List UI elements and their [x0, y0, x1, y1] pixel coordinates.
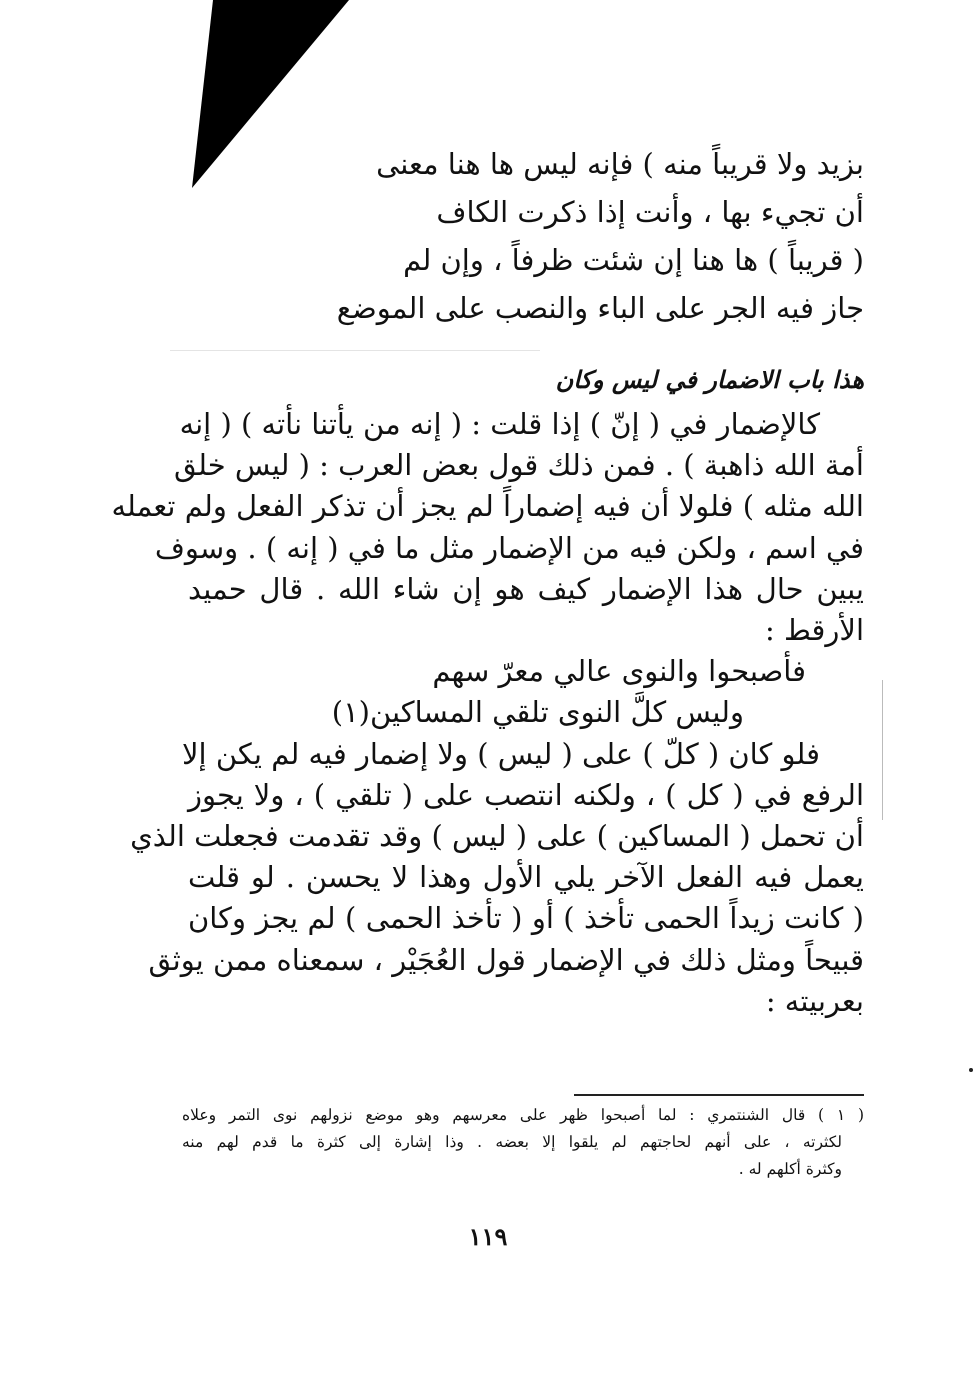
text-line: أمة الله ذاهبة ) . فمن ذلك قول بعض العرب : ( ليس خلق: [173, 448, 864, 483]
text-line: بعربيته :: [765, 983, 864, 1018]
footnote-block: [182, 1102, 864, 1183]
text-line: ( كانت زيداً الحمى تأخذ ) أو ( تأخذ الحمى ) لم يجز وكان: [188, 901, 864, 936]
text-line: فلو كان ( كلّ ) على ( ليس ) ولا إضمار فيه لم يكن إلا: [182, 736, 820, 771]
footnote-line: لكثرته ، على أنهم لحاجتهم لم يلقوا إلا بعضه . وذا إشارة إلى كثرة ما قدم لهم منه: [182, 1133, 842, 1151]
text-line: جاز فيه الجر على الباء والنصب على الموضع: [336, 291, 864, 325]
scan-faint-line: [170, 350, 540, 351]
text-line: في اسم ، ولكن فيه من الإضمار مثل ما في ( إنه ) . وسوف: [154, 530, 864, 565]
text-line: يعمل فيه الفعل الآخر يلي الأول وهذا لا يحسن . لو قلت: [188, 860, 864, 895]
main-text-block: [111, 404, 864, 1022]
page-number: ١١٩: [468, 1222, 508, 1251]
text-line: كالإضمار في ( إنّ ) إذا قلت : ( إنه من يأتنا نأته ) ( إنه: [179, 407, 820, 441]
margin-scan-line: [882, 680, 883, 820]
text-line: الرفع في ( كل ) ، ولكنه انتصب على ( تلقي ) ، ولا يجوز: [188, 777, 864, 812]
section-heading: هذا باب الاضمار في ليس وكان: [555, 365, 864, 394]
footnote-separator: [574, 1094, 864, 1096]
text-line: أن تجيء بها ، وأنت إذا ذكرت الكاف: [436, 195, 864, 229]
scan-speck: [969, 1068, 973, 1072]
text-line: بزيد ولا قريباً منه ) فإنه ليس ها هنا معنى: [376, 147, 864, 181]
text-line: قبيحاً ومثل ذلك في الإضمار قول العُجَيْر ، سمعناه ممن يوثق: [148, 942, 864, 977]
text-line: الله مثله ) فلولا أن فيه إضماراً لم يجز أن تذكر الفعل ولم تعمله: [111, 489, 864, 524]
text-line: أن تحمل ( المساكين ) على ( ليس ) وقد تقدمت فجعلت الذي: [130, 819, 864, 854]
verse-line: فأصبحوا والنوى عالي معرّ سهم: [432, 654, 806, 689]
continued-text-block: [304, 140, 864, 332]
text-line: يبين حال هذا الإضمار كيف هو إن شاء الله . قال حميد: [188, 571, 864, 606]
text-line: الأرقط :: [765, 613, 864, 648]
footnote-line: وكثرة أكلهم له .: [738, 1160, 842, 1178]
footnote-line: ( ١ ) قال الشنتمري : لما أصبحوا ظهر على معرسهم وهو موضع نزولهم نوى التمر وعلاه: [182, 1106, 864, 1124]
text-line: ( قريباً ) ها هنا إن شئت ظرفاً ، وإن لم: [403, 243, 864, 277]
verse-line: وليس كلَّ النوى تلقي المساكين(١): [331, 695, 744, 730]
